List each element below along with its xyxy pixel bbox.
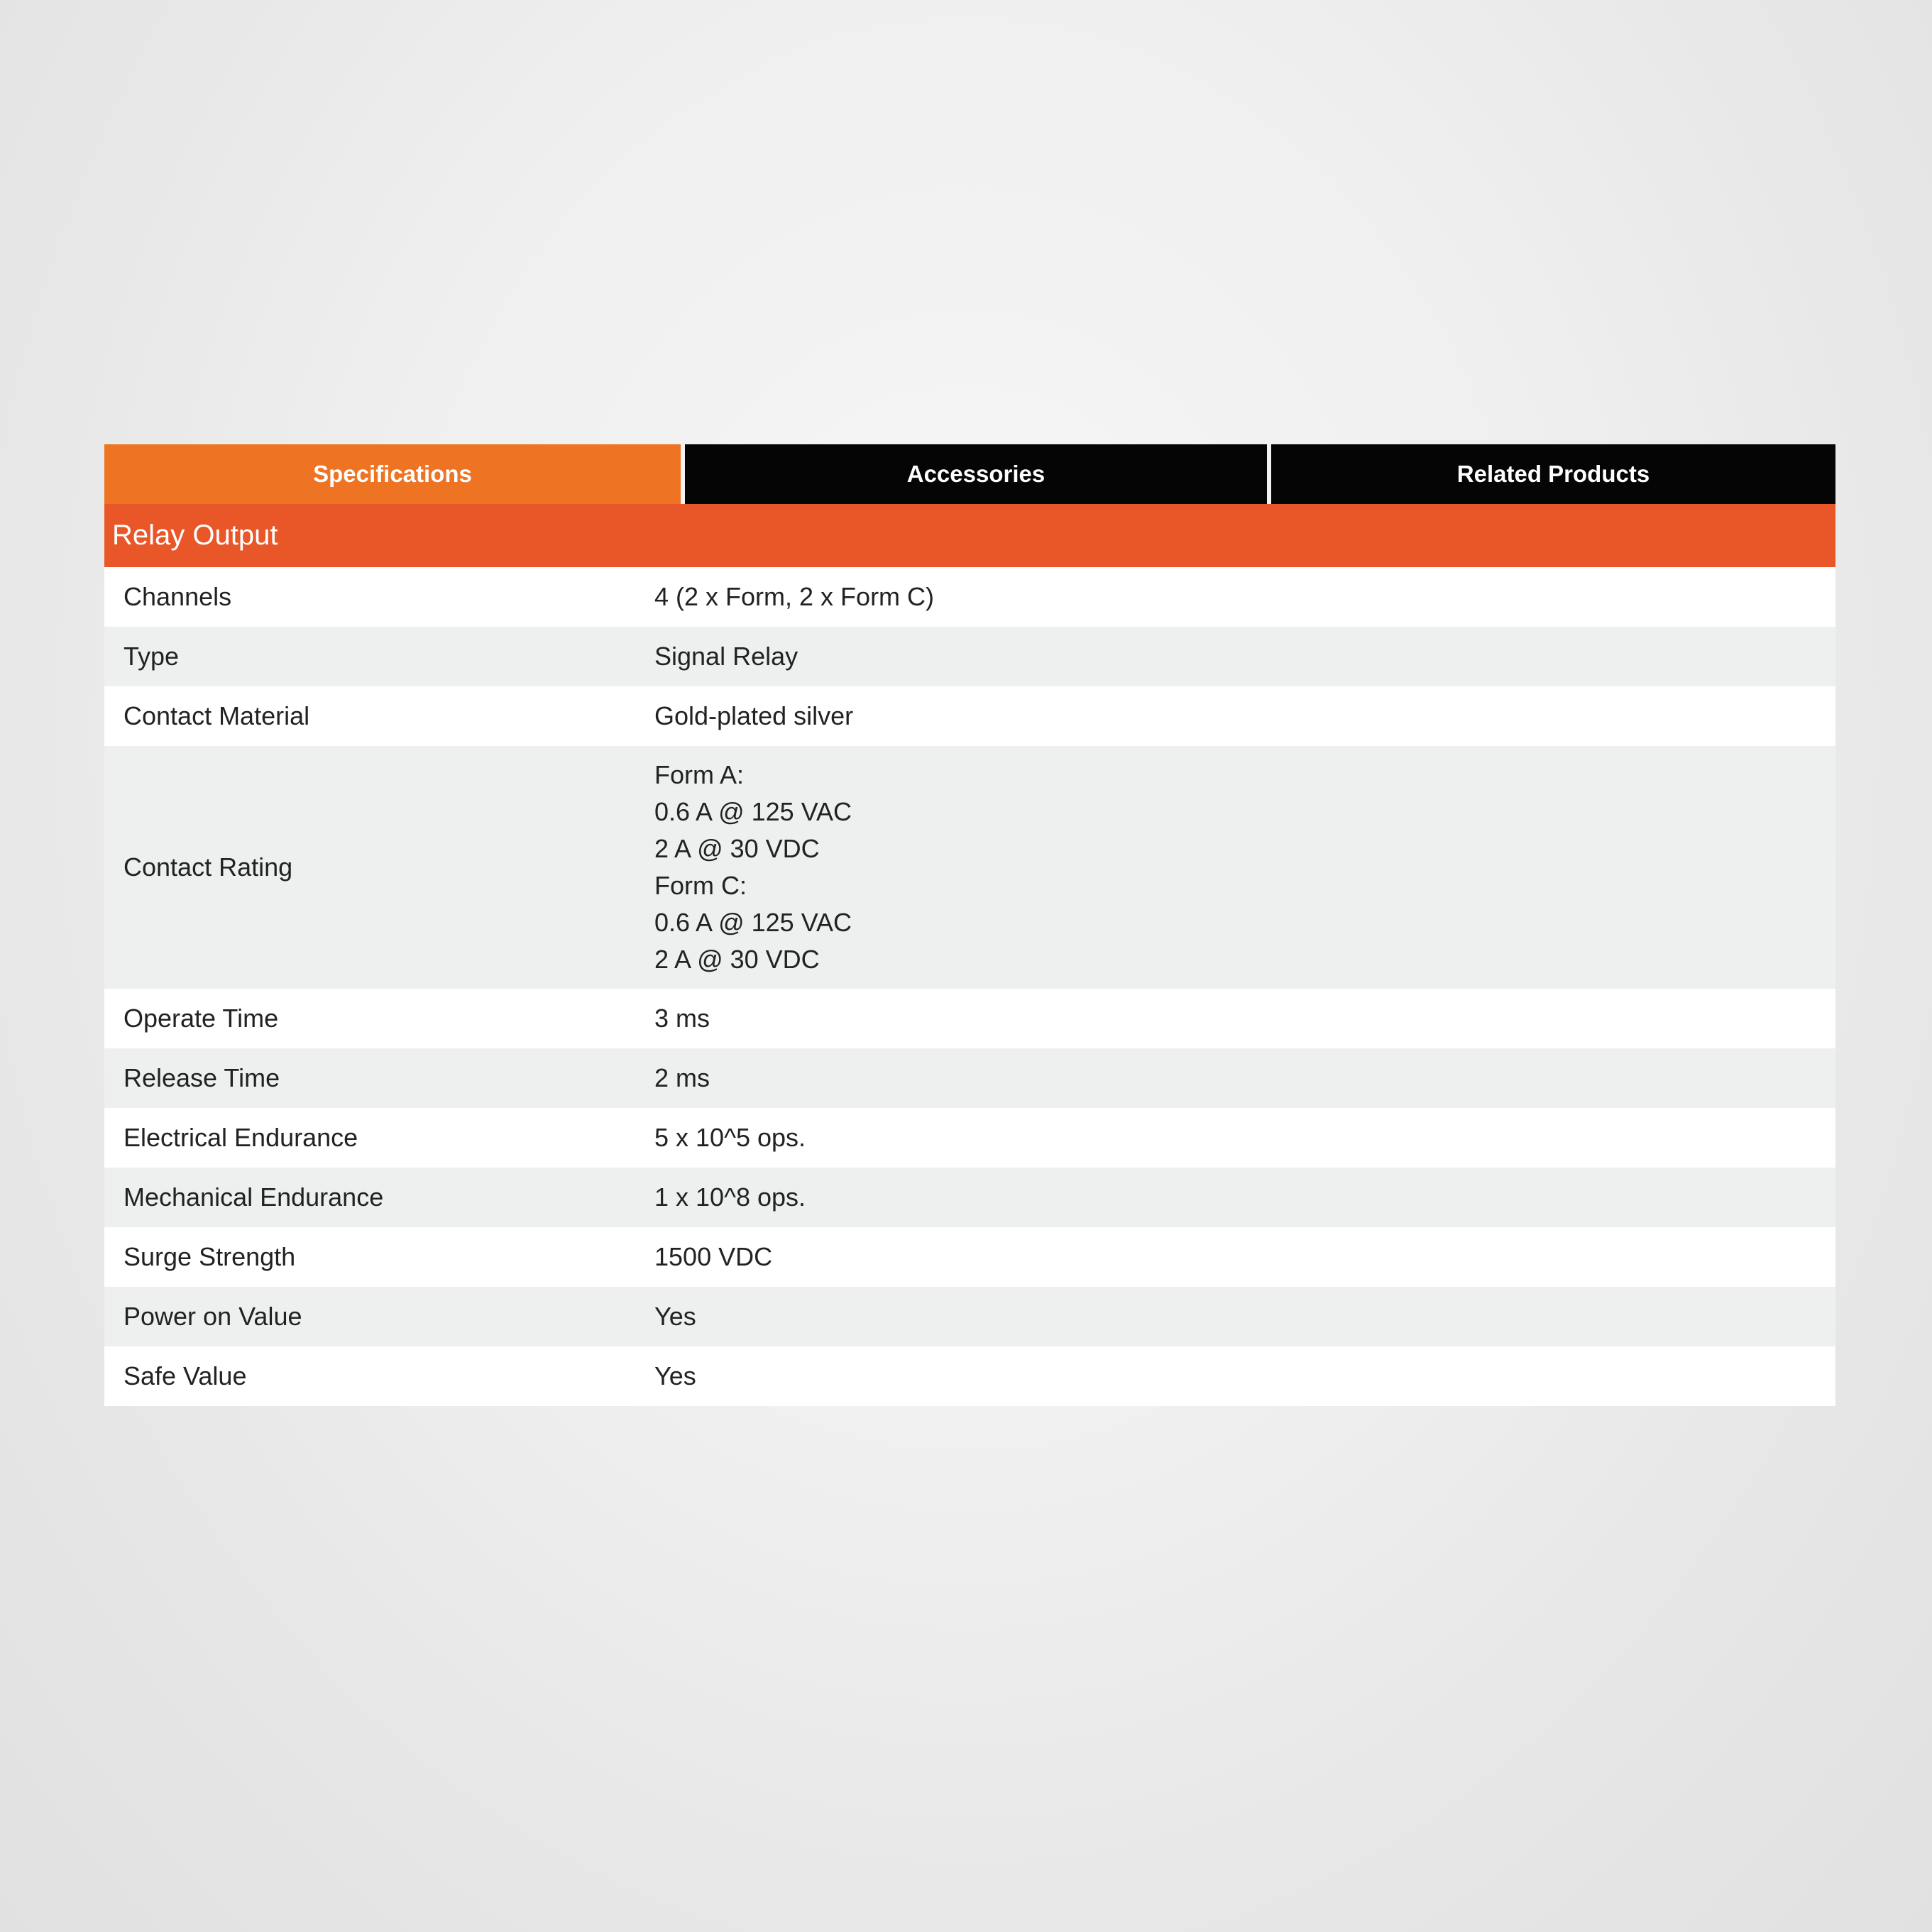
spec-row-operate-time xyxy=(104,989,1835,1048)
spec-value-line: 2 A @ 30 VDC xyxy=(654,834,820,863)
spec-row-electrical-endurance xyxy=(104,1108,1835,1168)
tab-accessories[interactable]: Accessories xyxy=(685,444,1267,504)
spec-value-line: 0.6 A @ 125 VAC xyxy=(654,908,852,937)
spec-row-release-time xyxy=(104,1048,1835,1108)
spec-value: 1 x 10^8 ops. xyxy=(654,1182,806,1212)
spec-row-safe-value xyxy=(104,1346,1835,1406)
spec-label: Power on Value xyxy=(124,1302,302,1331)
tab-related-products[interactable]: Related Products xyxy=(1271,444,1835,504)
spec-label: Electrical Endurance xyxy=(124,1123,358,1152)
spec-label: Contact Rating xyxy=(124,852,293,882)
spec-value-line: Form C: xyxy=(654,871,747,900)
spec-table xyxy=(104,567,1835,1406)
section-header xyxy=(104,504,1835,567)
spec-row-contact-material xyxy=(104,686,1835,746)
spec-value: Gold-plated silver xyxy=(654,701,854,730)
spec-row-type xyxy=(104,627,1835,686)
spec-label: Operate Time xyxy=(124,1004,279,1033)
spec-value-line: Form A: xyxy=(654,760,745,789)
spec-row-channels xyxy=(104,567,1835,627)
spec-value-line: 0.6 A @ 125 VAC xyxy=(654,797,852,826)
spec-row-contact-rating xyxy=(104,746,1835,989)
spec-value: 5 x 10^5 ops. xyxy=(654,1123,806,1152)
spec-row-power-on-value xyxy=(104,1287,1835,1346)
spec-label: Channels xyxy=(124,582,232,611)
spec-label: Safe Value xyxy=(124,1361,247,1390)
spec-value: 3 ms xyxy=(654,1004,710,1033)
spec-label: Type xyxy=(124,642,180,671)
spec-value: Yes xyxy=(654,1302,696,1331)
spec-label: Surge Strength xyxy=(124,1242,296,1271)
spec-value-line: 2 A @ 30 VDC xyxy=(654,945,820,974)
tab-bar xyxy=(104,444,1835,504)
spec-row-surge-strength xyxy=(104,1227,1835,1287)
spec-value: 4 (2 x Form, 2 x Form C) xyxy=(654,582,935,611)
spec-value: 2 ms xyxy=(654,1063,710,1092)
spec-value-multiline xyxy=(654,757,1835,978)
spec-label: Release Time xyxy=(124,1063,280,1092)
specifications-panel xyxy=(104,444,1835,1406)
spec-value: 1500 VDC xyxy=(654,1242,773,1271)
spec-value: Signal Relay xyxy=(654,642,798,671)
spec-label: Mechanical Endurance xyxy=(124,1182,384,1212)
spec-label: Contact Material xyxy=(124,701,310,730)
spec-row-mechanical-endurance xyxy=(104,1168,1835,1227)
section-title: Relay Output xyxy=(112,520,278,551)
tab-specifications[interactable]: Specifications xyxy=(104,444,681,504)
spec-value: Yes xyxy=(654,1361,696,1390)
